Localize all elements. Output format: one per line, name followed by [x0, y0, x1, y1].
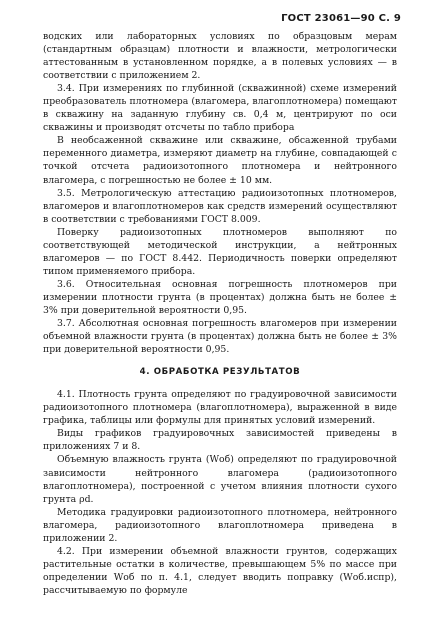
paragraph: 3.7. Абсолютная основная погрешность влагомеров при измерении объемной влажности грунта (в процентах) должна быть не более ± 3% при доверительной вероятности 0,95.	[43, 318, 397, 356]
paragraph: Поверку радиоизотопных плотномеров выполняют по соответствующей методической инструкции, а нейтронных влагомеров — по ГОСТ 8.442. Периодичность поверки определяют типом применяемого прибора.	[43, 226, 397, 277]
paragraph: Методика градуировки радиоизотопного плотномера, нейтронного влагомера, радиоизотопного влагоплотномера приведена в приложении 2.	[43, 506, 397, 544]
paragraph: 3.5. Метрологическую аттестацию радиоизотопных плотномеров, влагомеров и влагоплотномеров как средств измерений осуществляют в соответствии с требованиями ГОСТ 8.009.	[43, 187, 397, 225]
paragraph: 3.4. При измерениях по глубинной (скважинной) схеме измерений преобразователь плотномера (влагомера, влагоплотномера) помещают в скважину на заданную глубину св. 0,4 м, центрируют по оси скважины и производят отсчеты по табло прибора	[43, 83, 397, 134]
paragraph: 4.2. При измерении объемной влажности грунтов, содержащих растительные остатки в количестве, превышающем 5% по массе при определении Wоб по п. 4.1, следует вводить поправку (Wоб.испр), рассчитываемую по формуле	[43, 545, 397, 596]
paragraph: 3.6. Относительная основная погрешность плотномеров при измерении плотности грунта (в процентах) должна быть не более ± 3% при доверительной вероятности 0,95.	[43, 278, 397, 316]
paragraph: Объемную влажность грунта (Wоб) определяют по градуировочной зависимости нейтронного влагомера (радиоизотопного влагоплотномера), построенной с учетом влияния плотности сухого грунта ρd.	[43, 454, 397, 505]
paragraph: водских или лабораторных условиях по образцовым мерам (стандартным образцам) плотности и влажности, метрологически аттестованным в установленном порядке, а в полевых условиях — в соответствии с приложением 2.	[43, 31, 397, 82]
section-title: 4. ОБРАБОТКА РЕЗУЛЬТАТОВ	[139, 367, 301, 378]
paragraph: 4.1. Плотность грунта определяют по градуировочной зависимости радиоизотопного плотномера (влагоплотномера), выраженной в виде графика, таблицы или формулы для принятых условий измерений.	[43, 389, 397, 427]
document-body	[43, 30, 397, 597]
page-header: ГОСТ 23061—90 С. 9	[281, 13, 401, 24]
paragraph: В необсаженной скважине или скважине, обсаженной трубами переменного диаметра, измеряют диаметр на глубине, совпадающей с точкой отсчета радиоизотопного плотномера и нейтронного влагомера, с погрешностью не более ± 10 мм.	[43, 135, 397, 186]
paragraph: Виды графиков градуировочных зависимостей приведены в приложениях 7 и 8.	[43, 428, 397, 453]
